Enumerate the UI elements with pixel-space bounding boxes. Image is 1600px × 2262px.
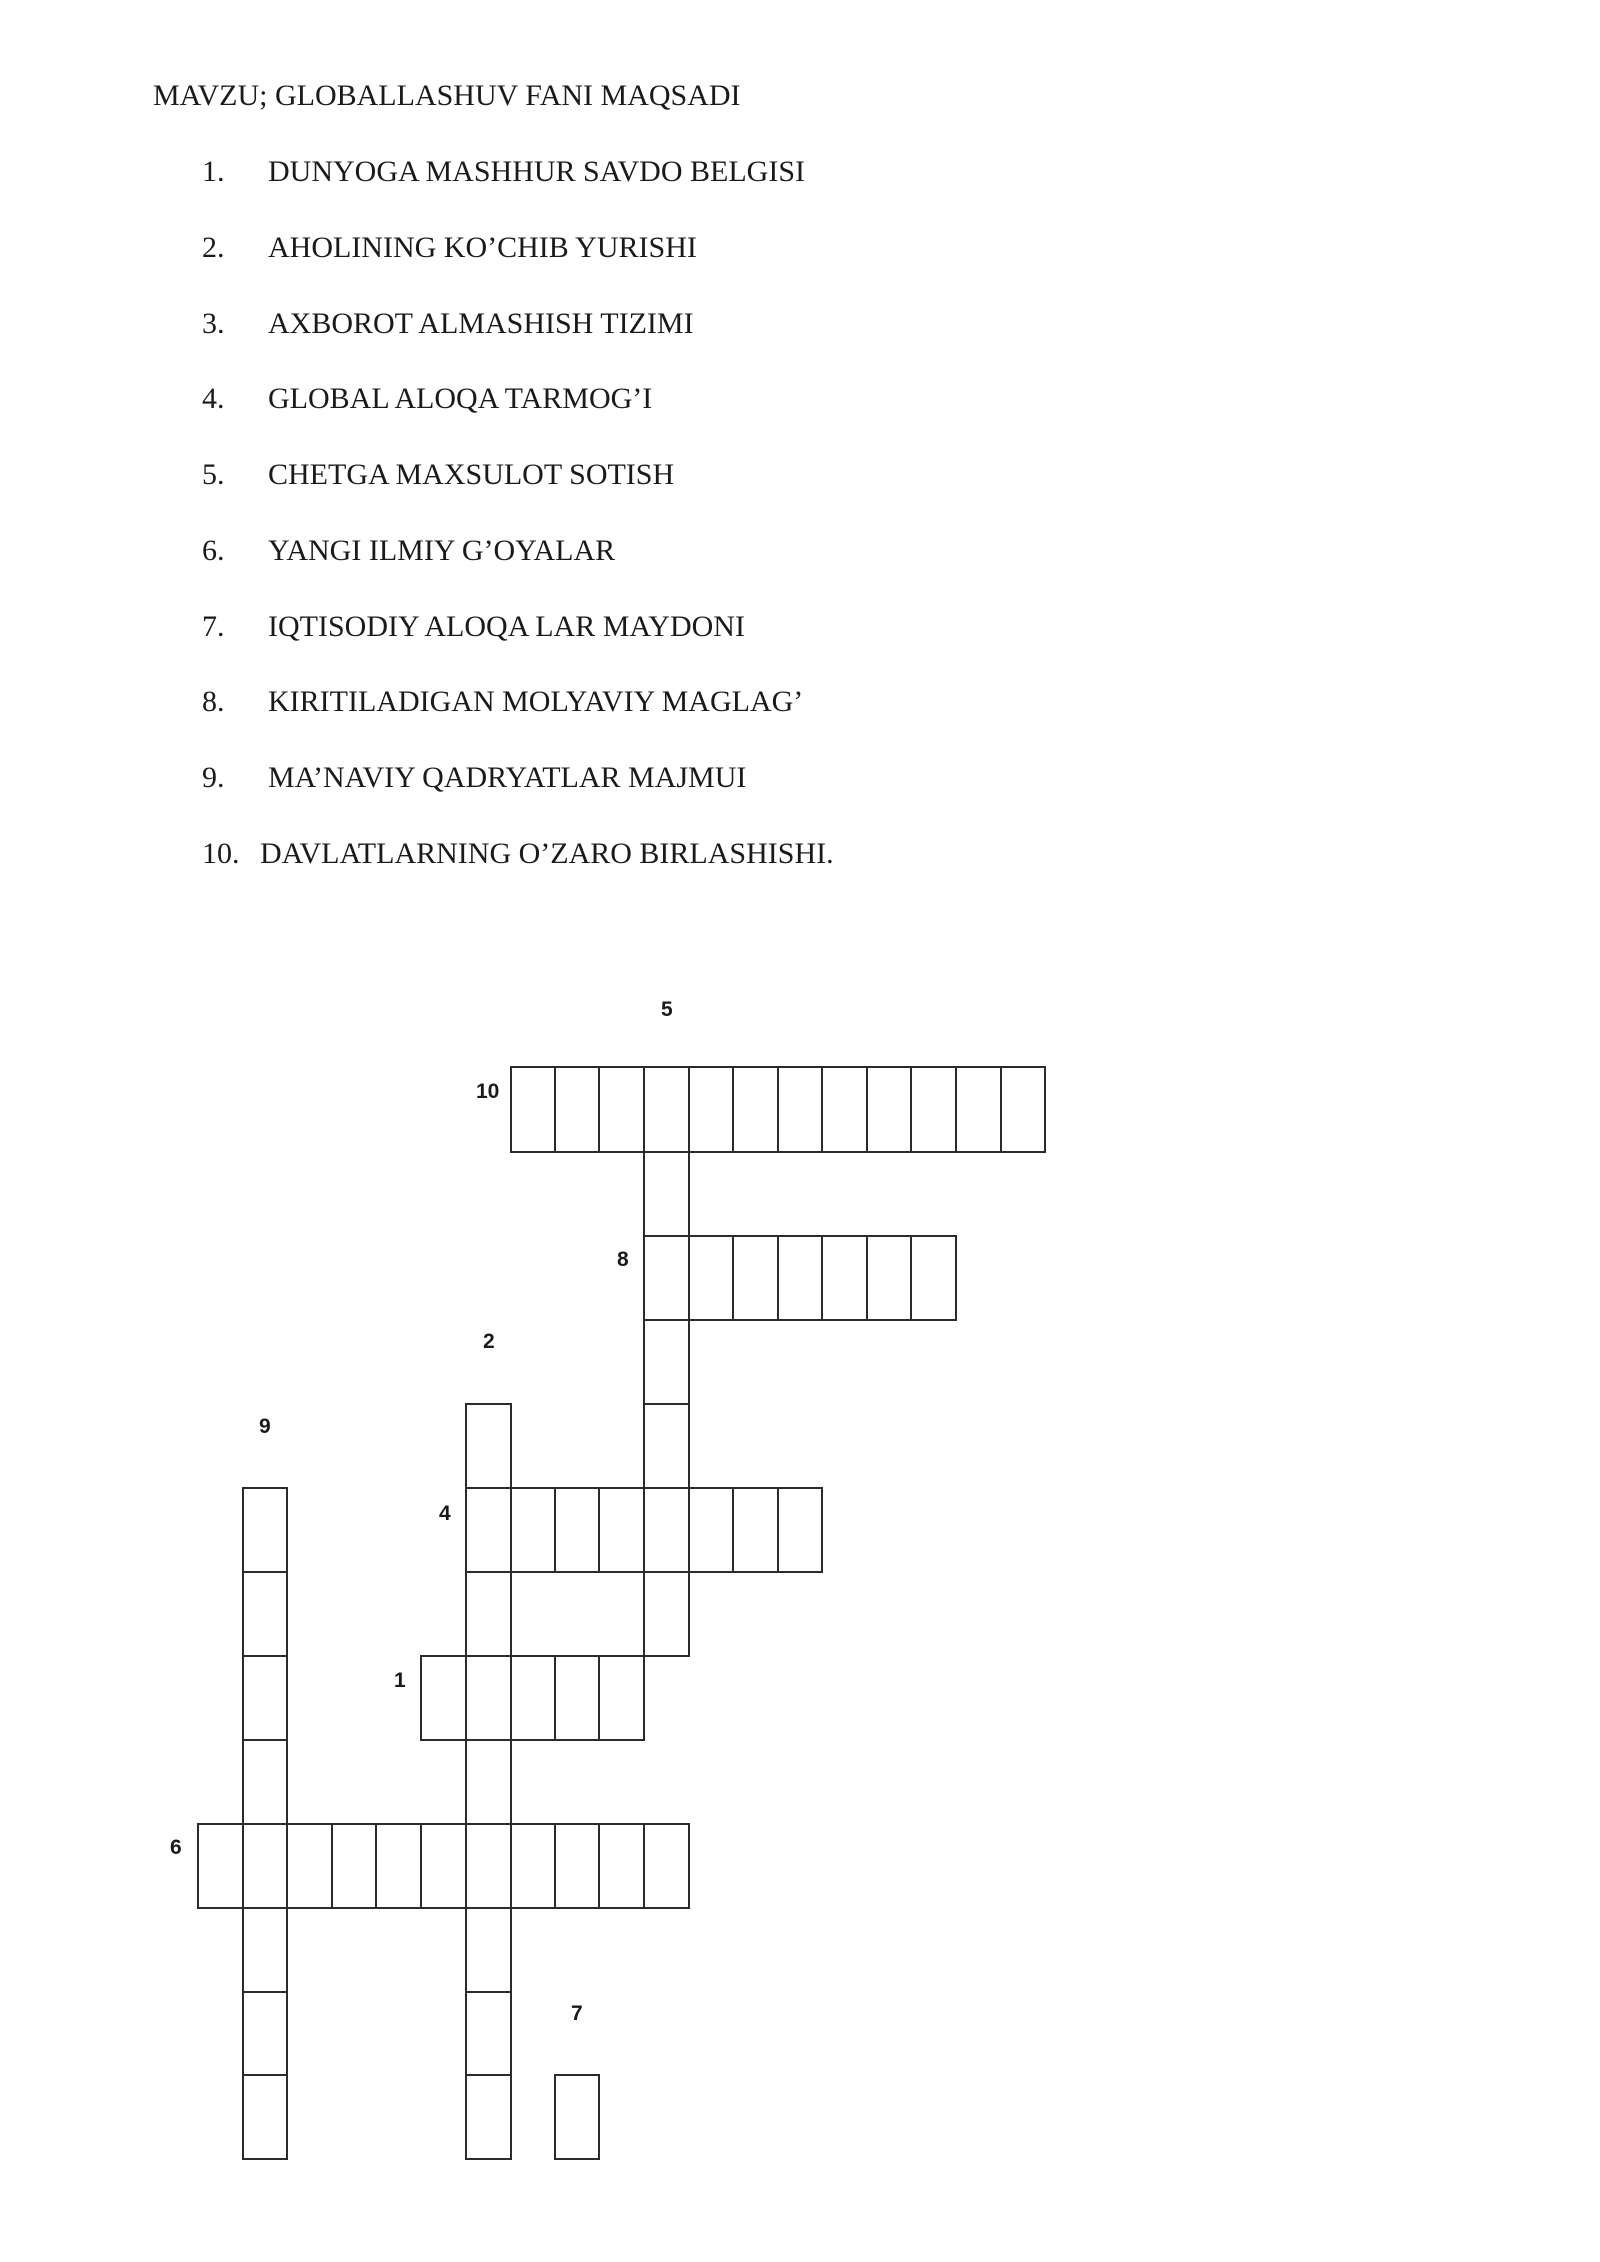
crossword-cell[interactable]: [643, 1151, 690, 1237]
crossword-cell[interactable]: [688, 1066, 734, 1153]
clue-number: 1.: [202, 155, 225, 188]
crossword-cell[interactable]: [821, 1235, 868, 1321]
clue-text: GLOBAL ALOQA TARMOG’I: [268, 382, 653, 415]
crossword-cell[interactable]: [242, 1991, 288, 2076]
clue-number: 9.: [202, 761, 225, 794]
clue-text: KIRITILADIGAN MOLYAVIY MAGLAG’: [268, 685, 804, 718]
crossword-cell[interactable]: [598, 1487, 645, 1573]
crossword-cell[interactable]: [465, 1991, 512, 2076]
crossword-cell[interactable]: [554, 1823, 600, 1909]
crossword-cell[interactable]: [331, 1823, 377, 1909]
crossword-number-label: 9: [259, 1415, 271, 1438]
crossword-number-label: 2: [483, 1330, 495, 1353]
clue-text: IQTISODIY ALOQA LAR MAYDONI: [268, 610, 745, 643]
clue-text: DAVLATLARNING O’ZARO BIRLASHISHI.: [260, 837, 834, 870]
crossword-number-label: 6: [170, 1836, 182, 1859]
clue-number: 4.: [202, 382, 225, 415]
crossword-number-label: 4: [439, 1502, 451, 1525]
crossword-cell[interactable]: [510, 1487, 556, 1573]
crossword-cell[interactable]: [242, 1739, 288, 1825]
crossword-cell[interactable]: [286, 1823, 333, 1909]
crossword-cell[interactable]: [910, 1235, 957, 1321]
crossword-cell[interactable]: [1000, 1066, 1046, 1153]
crossword-cell[interactable]: [598, 1655, 645, 1741]
crossword-cell[interactable]: [598, 1823, 645, 1909]
clue-text: DUNYOGA MASHHUR SAVDO BELGISI: [268, 155, 805, 188]
crossword-cell[interactable]: [197, 1823, 244, 1909]
crossword-cell[interactable]: [554, 1066, 600, 1153]
crossword-cell[interactable]: [866, 1235, 912, 1321]
crossword-cell[interactable]: [465, 2074, 512, 2160]
crossword-number-label: 10: [476, 1080, 500, 1103]
crossword-cell[interactable]: [554, 1487, 600, 1573]
crossword-cell[interactable]: [510, 1823, 556, 1909]
clue-number: 3.: [202, 307, 225, 340]
clue-text: CHETGA MAXSULOT SOTISH: [268, 458, 675, 491]
crossword-number-label: 8: [617, 1248, 629, 1271]
crossword-cell[interactable]: [242, 2074, 288, 2160]
crossword-cell[interactable]: [242, 1571, 288, 1657]
crossword-cell[interactable]: [510, 1655, 556, 1741]
crossword-cell[interactable]: [732, 1235, 779, 1321]
crossword-cell[interactable]: [465, 1571, 512, 1657]
crossword-cell[interactable]: [465, 1403, 512, 1489]
clue-number: 6.: [202, 534, 225, 567]
crossword-cell[interactable]: [643, 1403, 690, 1489]
crossword-cell[interactable]: [554, 2074, 600, 2160]
crossword-cell[interactable]: [598, 1066, 645, 1153]
crossword-number-label: 7: [571, 2002, 583, 2025]
clue-number: 8.: [202, 685, 225, 718]
crossword-cell[interactable]: [643, 1066, 690, 1153]
crossword-cell[interactable]: [643, 1319, 690, 1405]
crossword-cell[interactable]: [554, 1655, 600, 1741]
clue-number: 5.: [202, 458, 225, 491]
crossword-cell[interactable]: [643, 1571, 690, 1657]
page-title: MAVZU; GLOBALLASHUV FANI MAQSADI: [153, 79, 741, 112]
clue-text: YANGI ILMIY G’OYALAR: [268, 534, 616, 567]
clue-number: 7.: [202, 610, 225, 643]
crossword-cell[interactable]: [375, 1823, 422, 1909]
crossword-cell[interactable]: [242, 1823, 288, 1909]
crossword-cell[interactable]: [910, 1066, 957, 1153]
crossword-cell[interactable]: [465, 1487, 512, 1573]
crossword-cell[interactable]: [465, 1655, 512, 1741]
crossword-cell[interactable]: [420, 1655, 467, 1741]
crossword-cell[interactable]: [688, 1487, 734, 1573]
crossword-cell[interactable]: [643, 1823, 690, 1909]
crossword-cell[interactable]: [242, 1487, 288, 1573]
crossword-cell[interactable]: [643, 1487, 690, 1573]
crossword-cell[interactable]: [777, 1066, 823, 1153]
crossword-cell[interactable]: [688, 1235, 734, 1321]
clue-text: AHOLINING KO’CHIB YURISHI: [268, 231, 697, 264]
crossword-cell[interactable]: [465, 1823, 512, 1909]
clue-text: AXBOROT ALMASHISH TIZIMI: [268, 307, 694, 340]
crossword-cell[interactable]: [777, 1235, 823, 1321]
crossword-cell[interactable]: [866, 1066, 912, 1153]
crossword-cell[interactable]: [420, 1823, 467, 1909]
crossword-number-label: 1: [394, 1669, 406, 1692]
crossword-cell[interactable]: [821, 1066, 868, 1153]
clue-number: 2.: [202, 231, 225, 264]
crossword-cell[interactable]: [242, 1655, 288, 1741]
crossword-cell[interactable]: [465, 1907, 512, 1993]
crossword-cell[interactable]: [732, 1487, 779, 1573]
crossword-number-label: 5: [661, 998, 673, 1021]
crossword-cell[interactable]: [777, 1487, 823, 1573]
crossword-cell[interactable]: [510, 1066, 556, 1153]
crossword-cell[interactable]: [955, 1066, 1002, 1153]
crossword-cell[interactable]: [732, 1066, 779, 1153]
crossword-cell[interactable]: [643, 1235, 690, 1321]
crossword-cell[interactable]: [242, 1907, 288, 1993]
clue-text: MA’NAVIY QADRYATLAR MAJMUI: [268, 761, 747, 794]
crossword-cell[interactable]: [465, 1739, 512, 1825]
clue-number: 10.: [202, 837, 240, 870]
